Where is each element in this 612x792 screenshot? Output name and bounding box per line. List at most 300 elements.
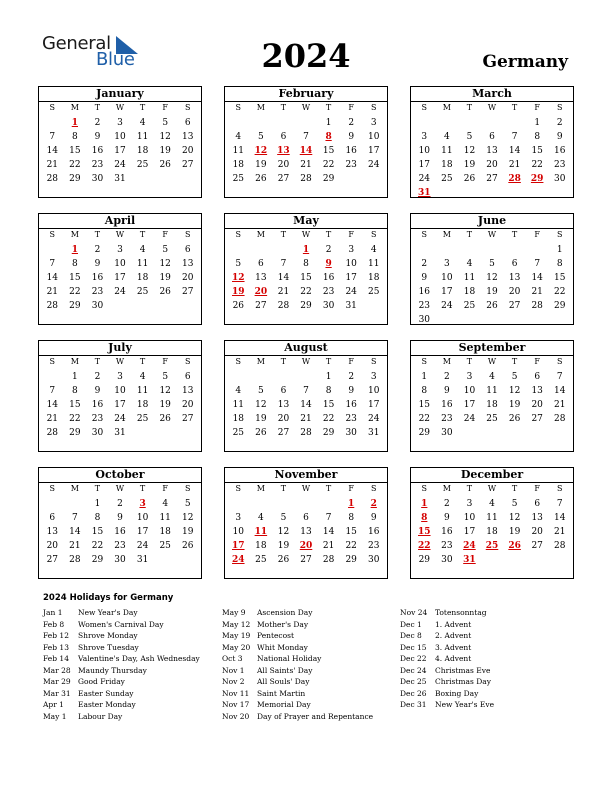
day-cell: 22 <box>69 287 81 297</box>
day-cell: 12 <box>182 513 194 523</box>
weekday-label: F <box>162 357 168 366</box>
day-cell: 5 <box>466 132 473 142</box>
holiday-date: May 9 <box>222 608 246 617</box>
month-may <box>224 213 388 325</box>
day-cell: 24 <box>136 541 149 551</box>
day-cell: 16 <box>441 400 453 410</box>
day-cell: 11 <box>136 386 149 396</box>
holiday-date: Feb 8 <box>43 619 65 629</box>
day-cell <box>340 172 363 186</box>
weekday-label: S <box>421 357 428 366</box>
day-cell: 17 <box>418 160 431 170</box>
month-name: July <box>39 341 201 356</box>
day-cell: 24 <box>368 160 380 170</box>
holiday-date: May 20 <box>222 642 251 652</box>
holiday-date: Dec 22 <box>400 654 427 663</box>
holiday-day-cell: 19 <box>232 287 245 297</box>
weekday-label: T <box>94 357 101 366</box>
day-cell: 12 <box>159 259 171 269</box>
day-cell: 5 <box>162 118 169 128</box>
weekday-label: S <box>49 230 56 239</box>
day-cell: 13 <box>486 146 498 156</box>
day-cell: 14 <box>531 273 543 283</box>
weekday-label: T <box>466 357 473 366</box>
day-cell: 19 <box>159 273 171 283</box>
day-cell: 14 <box>46 400 59 410</box>
holiday-day-cell: 9 <box>325 259 332 269</box>
day-cell: 31 <box>114 428 126 438</box>
day-cell <box>436 186 459 200</box>
holiday-name: Pentecost <box>257 631 295 640</box>
week-row <box>225 511 387 525</box>
day-cell: 23 <box>418 301 431 311</box>
week-row <box>411 130 573 144</box>
day-cell: 18 <box>136 146 149 156</box>
weekday-header <box>411 229 573 243</box>
day-cell: 16 <box>114 527 126 537</box>
weekday-label: W <box>115 357 125 366</box>
day-cell <box>503 426 526 440</box>
day-cell: 24 <box>441 301 453 311</box>
weekday-label: T <box>139 357 146 366</box>
day-cell: 15 <box>91 527 104 537</box>
weekday-label: M <box>256 357 265 366</box>
day-cell: 4 <box>489 372 495 382</box>
weekday-label: T <box>94 484 101 493</box>
weekday-label: S <box>371 103 377 112</box>
day-cell: 6 <box>280 132 287 142</box>
week-row <box>411 271 573 285</box>
day-cell: 2 <box>421 259 428 269</box>
day-cell: 24 <box>418 174 431 184</box>
day-cell: 7 <box>534 259 541 269</box>
day-cell: 15 <box>69 146 81 156</box>
holiday-date: May 12 <box>222 619 251 629</box>
weekday-label: S <box>235 230 242 239</box>
day-cell: 6 <box>258 259 264 269</box>
day-cell: 4 <box>139 372 146 382</box>
day-cell: 27 <box>486 174 498 184</box>
day-cell: 21 <box>508 160 521 170</box>
holiday-item <box>222 642 373 654</box>
day-cell: 27 <box>182 160 194 170</box>
weekday-label: F <box>534 357 540 366</box>
day-cell: 4 <box>444 132 450 142</box>
day-cell: 28 <box>554 541 566 551</box>
day-cell: 22 <box>322 160 335 170</box>
holiday-name: Maundy Thursday <box>78 665 147 675</box>
day-cell: 23 <box>345 414 357 424</box>
day-cell <box>503 553 526 567</box>
day-cell <box>458 116 481 130</box>
holiday-day-cell: 17 <box>232 541 245 551</box>
weekday-label: S <box>557 230 563 239</box>
week-row <box>225 412 387 426</box>
month-september <box>410 340 574 452</box>
weekday-header <box>225 356 387 370</box>
holiday-day-cell: 20 <box>299 541 313 551</box>
week-row <box>411 285 573 299</box>
day-cell: 21 <box>46 414 59 424</box>
weekday-label: F <box>348 357 354 366</box>
day-cell: 21 <box>554 400 566 410</box>
day-cell <box>154 553 177 567</box>
holiday-item <box>222 619 373 631</box>
day-cell: 10 <box>368 386 380 396</box>
week-row <box>39 497 201 511</box>
day-cell: 29 <box>69 428 81 438</box>
day-cell: 15 <box>531 146 543 156</box>
day-cell: 16 <box>418 287 431 297</box>
day-cell: 26 <box>159 160 171 170</box>
day-cell: 26 <box>486 301 498 311</box>
day-cell: 5 <box>162 372 169 382</box>
day-cell: 22 <box>69 414 81 424</box>
holiday-day-cell: 8 <box>325 132 332 142</box>
day-cell: 19 <box>182 527 194 537</box>
holiday-column <box>400 607 494 711</box>
day-cell: 1 <box>534 118 541 128</box>
day-cell <box>154 172 177 186</box>
weekday-label: T <box>325 103 332 112</box>
holiday-date: Dec 1 <box>400 619 422 629</box>
holiday-item <box>222 653 373 665</box>
day-cell: 31 <box>114 174 126 184</box>
day-cell: 30 <box>418 315 431 325</box>
week-row <box>411 313 573 327</box>
day-cell: 18 <box>136 400 149 410</box>
weekday-label: T <box>325 230 332 239</box>
weekday-label: T <box>511 103 518 112</box>
day-cell: 15 <box>69 400 81 410</box>
day-cell: 31 <box>368 428 380 438</box>
weekday-header <box>39 229 201 243</box>
day-cell <box>317 497 340 511</box>
day-cell: 14 <box>46 273 59 283</box>
holiday-item <box>43 642 200 654</box>
day-cell: 10 <box>232 527 245 537</box>
weekday-header <box>225 483 387 497</box>
day-cell: 17 <box>441 287 453 297</box>
week-row <box>411 158 573 172</box>
holiday-item <box>43 607 200 619</box>
day-cell: 10 <box>114 386 126 396</box>
weekday-label: T <box>511 357 518 366</box>
day-cell <box>503 243 526 257</box>
day-cell: 19 <box>508 527 521 537</box>
day-cell: 9 <box>421 273 428 283</box>
day-cell: 6 <box>49 513 56 523</box>
day-cell: 9 <box>370 513 377 523</box>
day-cell <box>295 370 318 384</box>
day-cell: 17 <box>114 273 126 283</box>
day-cell: 17 <box>368 146 380 156</box>
day-cell <box>503 313 526 327</box>
day-cell: 7 <box>72 513 78 523</box>
brand-general-text: General <box>42 33 111 54</box>
holiday-day-cell: 14 <box>299 146 313 156</box>
holiday-day-cell: 24 <box>232 555 245 565</box>
day-cell: 9 <box>444 513 450 523</box>
day-cell: 5 <box>184 499 191 509</box>
month-name: October <box>39 468 201 483</box>
day-cell: 27 <box>531 414 543 424</box>
day-cell: 31 <box>345 301 357 311</box>
day-cell: 22 <box>345 541 357 551</box>
week-row <box>225 116 387 130</box>
day-cell: 7 <box>303 386 309 396</box>
holiday-day-cell: 31 <box>463 555 476 565</box>
day-cell <box>526 243 549 257</box>
holiday-item <box>43 699 200 711</box>
day-cell: 1 <box>325 372 332 382</box>
day-cell <box>436 243 459 257</box>
weekday-label: T <box>511 230 518 239</box>
week-row <box>39 130 201 144</box>
holiday-date: Nov 2 <box>222 677 245 686</box>
holiday-date: Dec 8 <box>400 631 422 640</box>
day-cell: 17 <box>368 400 380 410</box>
day-cell: 3 <box>370 118 377 128</box>
month-october <box>38 467 202 579</box>
day-cell <box>436 313 459 327</box>
day-cell: 23 <box>345 160 357 170</box>
day-cell: 2 <box>94 245 101 255</box>
day-cell: 18 <box>232 414 245 424</box>
day-cell: 30 <box>91 174 104 184</box>
day-cell: 23 <box>91 287 104 297</box>
day-cell: 29 <box>322 428 335 438</box>
week-row <box>39 271 201 285</box>
day-cell: 20 <box>508 287 521 297</box>
day-cell: 30 <box>91 301 104 311</box>
week-row <box>225 370 387 384</box>
day-cell: 19 <box>463 160 476 170</box>
week-row <box>411 116 573 130</box>
day-cell <box>526 313 549 327</box>
weekday-label: T <box>280 484 287 493</box>
week-row <box>411 243 573 257</box>
weekday-label: M <box>256 484 265 493</box>
day-cell: 29 <box>69 301 81 311</box>
day-cell: 22 <box>300 287 312 297</box>
day-cell: 28 <box>554 414 566 424</box>
day-cell: 6 <box>184 118 191 128</box>
day-cell: 4 <box>258 513 264 523</box>
holiday-name: All Souls' Day <box>257 677 310 686</box>
holiday-name: Saint Martin <box>257 688 306 698</box>
day-cell: 11 <box>136 259 149 269</box>
week-row <box>39 370 201 384</box>
holiday-name: New Year's Eve <box>435 700 495 709</box>
week-row <box>39 144 201 158</box>
week-row <box>39 257 201 271</box>
holiday-item <box>222 676 373 688</box>
day-cell <box>131 172 154 186</box>
month-name: June <box>411 214 573 229</box>
day-cell: 23 <box>322 287 335 297</box>
week-row <box>225 426 387 440</box>
day-cell: 27 <box>255 301 267 311</box>
holiday-name: Totensonntag <box>435 608 487 617</box>
calendar-year: 2024 <box>261 37 351 75</box>
day-cell: 16 <box>345 146 357 156</box>
day-cell: 20 <box>182 146 194 156</box>
holiday-day-cell: 1 <box>71 118 78 128</box>
weekday-label: F <box>534 484 540 493</box>
day-cell: 22 <box>554 287 566 297</box>
day-cell: 13 <box>182 132 194 142</box>
day-cell: 27 <box>182 287 194 297</box>
day-cell: 6 <box>303 513 309 523</box>
week-row <box>225 257 387 271</box>
day-cell: 7 <box>280 259 287 269</box>
day-cell: 13 <box>531 513 543 523</box>
holiday-day-cell: 22 <box>418 541 431 551</box>
day-cell: 2 <box>556 118 563 128</box>
day-cell: 12 <box>277 527 290 537</box>
week-row <box>411 370 573 384</box>
day-cell: 6 <box>184 245 191 255</box>
month-name: April <box>39 214 201 229</box>
day-cell: 11 <box>441 146 453 156</box>
week-row <box>411 426 573 440</box>
day-cell: 25 <box>463 301 476 311</box>
weekday-label: S <box>421 230 428 239</box>
holiday-date: Mar 31 <box>43 688 71 698</box>
holiday-day-cell: 26 <box>508 541 521 551</box>
day-cell: 4 <box>489 499 495 509</box>
month-name: March <box>411 87 573 102</box>
month-december <box>410 467 574 579</box>
day-cell: 2 <box>348 118 355 128</box>
day-cell: 30 <box>91 428 104 438</box>
day-cell <box>272 370 295 384</box>
day-cell: 3 <box>421 132 428 142</box>
day-cell <box>176 426 199 440</box>
week-row <box>411 412 573 426</box>
week-row <box>411 511 573 525</box>
day-cell: 5 <box>511 499 518 509</box>
day-cell: 3 <box>466 372 473 382</box>
weekday-label: W <box>115 230 125 239</box>
day-cell <box>481 313 504 327</box>
holiday-date: Nov 11 <box>222 688 250 698</box>
day-cell: 15 <box>554 273 566 283</box>
day-cell: 23 <box>441 541 453 551</box>
day-cell: 6 <box>534 499 541 509</box>
day-cell <box>503 186 526 200</box>
day-cell: 23 <box>91 414 104 424</box>
week-row <box>39 158 201 172</box>
day-cell: 13 <box>46 527 59 537</box>
holiday-name: Shrove Tuesday <box>78 642 139 652</box>
holiday-name: Women's Carnival Day <box>78 619 164 629</box>
weekday-header <box>225 229 387 243</box>
holiday-date: Oct 3 <box>222 654 243 663</box>
weekday-label: S <box>235 103 242 112</box>
day-cell: 11 <box>486 513 498 523</box>
day-cell: 11 <box>463 273 476 283</box>
holiday-item <box>400 676 494 688</box>
day-cell: 16 <box>345 400 357 410</box>
day-cell: 8 <box>534 132 541 142</box>
day-cell: 16 <box>554 146 566 156</box>
day-cell <box>41 497 64 511</box>
day-cell: 19 <box>486 287 498 297</box>
holiday-day-cell: 28 <box>508 174 521 184</box>
day-cell: 4 <box>370 245 377 255</box>
weekday-label: F <box>348 230 354 239</box>
week-row <box>39 426 201 440</box>
day-cell: 15 <box>300 273 312 283</box>
day-cell: 12 <box>255 400 267 410</box>
day-cell <box>250 370 273 384</box>
day-cell: 18 <box>136 273 149 283</box>
day-cell <box>272 497 295 511</box>
holiday-day-cell: 1 <box>71 245 78 255</box>
day-cell: 5 <box>235 259 242 269</box>
day-cell: 29 <box>300 301 312 311</box>
day-cell: 1 <box>421 372 428 382</box>
week-row <box>39 384 201 398</box>
day-cell: 27 <box>531 541 543 551</box>
day-cell: 17 <box>463 400 476 410</box>
day-cell: 9 <box>94 386 101 396</box>
day-cell <box>481 186 504 200</box>
day-cell: 28 <box>277 301 290 311</box>
day-cell: 7 <box>511 132 518 142</box>
week-row <box>39 412 201 426</box>
day-cell <box>250 243 273 257</box>
day-cell: 28 <box>46 428 59 438</box>
calendar-country: Germany <box>482 52 568 72</box>
holiday-item <box>400 699 494 711</box>
day-cell <box>526 426 549 440</box>
day-cell: 18 <box>463 287 476 297</box>
weekday-label: S <box>185 230 191 239</box>
day-cell: 25 <box>136 414 149 424</box>
holiday-item <box>400 630 494 642</box>
day-cell: 28 <box>46 301 59 311</box>
day-cell <box>413 243 436 257</box>
day-cell: 22 <box>69 160 81 170</box>
day-cell: 3 <box>370 372 377 382</box>
holiday-item <box>400 607 494 619</box>
holiday-item <box>222 665 373 677</box>
day-cell: 14 <box>46 146 59 156</box>
day-cell: 28 <box>69 555 81 565</box>
holiday-name: New Year's Day <box>78 608 138 617</box>
day-cell <box>548 313 571 327</box>
month-name: February <box>225 87 387 102</box>
day-cell: 11 <box>232 146 245 156</box>
holiday-day-cell: 31 <box>418 188 431 198</box>
day-cell: 16 <box>91 273 104 283</box>
day-cell: 29 <box>418 555 431 565</box>
day-cell: 25 <box>255 555 267 565</box>
day-cell: 6 <box>280 386 287 396</box>
holiday-date: May 1 <box>43 711 67 721</box>
day-cell: 4 <box>139 118 146 128</box>
holiday-name: Day of Prayer and Repentance <box>257 711 374 721</box>
month-june <box>410 213 574 325</box>
week-row <box>225 398 387 412</box>
day-cell: 26 <box>508 414 521 424</box>
holiday-date: Mar 28 <box>43 665 71 675</box>
weekday-label: W <box>115 103 125 112</box>
day-cell <box>458 313 481 327</box>
